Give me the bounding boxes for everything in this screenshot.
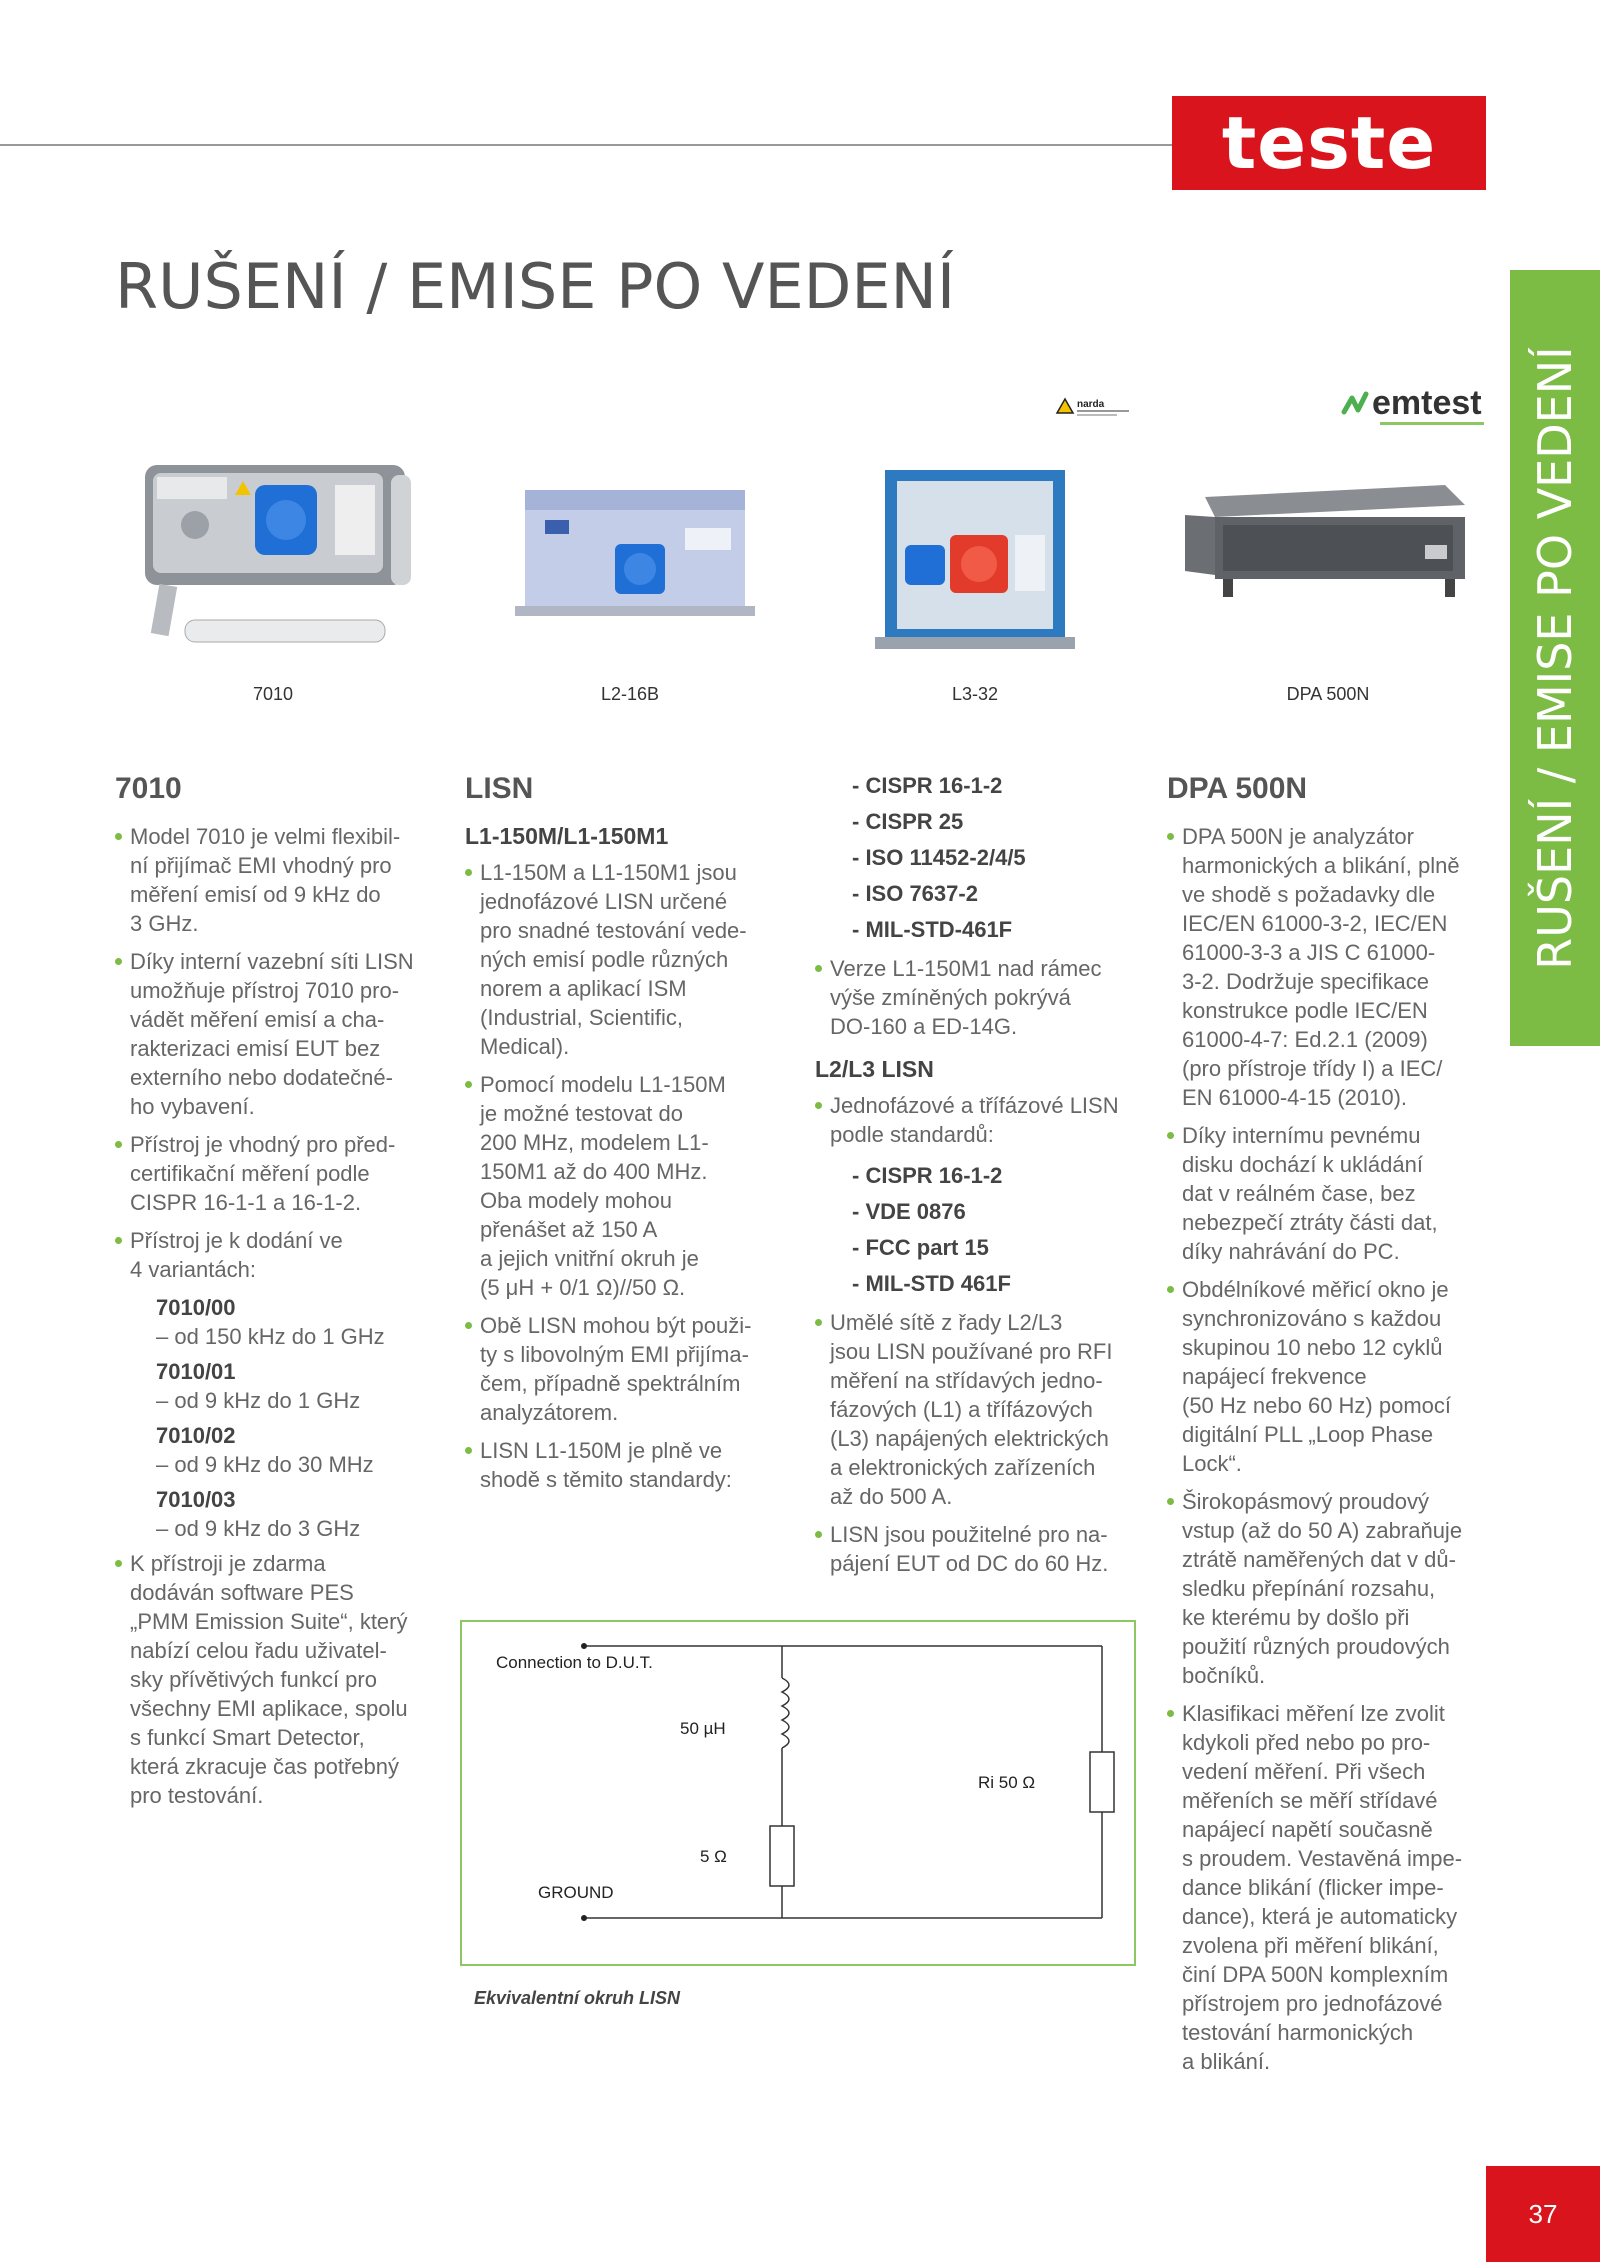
standard-item: - FCC part 15 <box>852 1235 989 1260</box>
page-title: RUŠENÍ / EMISE PO VEDENÍ <box>115 250 956 323</box>
narda-logo <box>1055 395 1135 419</box>
bullet: LISN L1-150M je plně ve shodě s těmito standardy: <box>465 1436 785 1494</box>
standard-item: - MIL-STD 461F <box>852 1271 1011 1296</box>
bullet: Přístroj je vhodný pro před- certifikační měření podle CISPR 16-1-1 a 16-1-2. <box>115 1130 435 1217</box>
bullet: Obdélníkové měřicí okno je synchronizováno s každou skupinou 10 nebo 12 cyklů napájecí frekvence (50 Hz nebo 60 Hz) pomocí digitální PLL „Loop Phase Lock“. <box>1167 1275 1497 1478</box>
product-image-l2-16b <box>505 480 765 635</box>
standard-item: - CISPR 25 <box>852 809 964 834</box>
variant-range: – od 150 kHz do 1 GHz <box>156 1324 385 1349</box>
side-tab <box>1510 270 1600 1046</box>
bullet: Jednofázové a třífázové LISN podle standardů: <box>815 1091 1145 1149</box>
section-badge: teste <box>1172 96 1486 190</box>
narda-logo-text: narda <box>1077 399 1105 410</box>
variant-name: 7010/02 <box>156 1423 236 1448</box>
standard-item: - MIL-STD-461F <box>852 917 1013 942</box>
standard-item: - ISO 11452-2/4/5 <box>852 845 1026 870</box>
header-rule <box>0 144 1172 146</box>
column-lisn <box>465 772 785 1503</box>
circuit-label-resistor: 5 Ω <box>700 1847 727 1866</box>
standard-item: - VDE 0876 <box>852 1199 966 1224</box>
variant-range: – od 9 kHz do 1 GHz <box>156 1388 361 1413</box>
circuit-label-connection: Connection to D.U.T. <box>496 1653 653 1672</box>
column-7010 <box>115 772 435 1819</box>
variant-range: – od 9 kHz do 30 MHz <box>156 1452 374 1477</box>
lisn-circuit-diagram <box>460 1620 1136 1966</box>
bullet: Verze L1-150M1 nad rámec výše zmíněných pokrývá DO-160 a ED-14G. <box>815 954 1145 1041</box>
page-number: 37 <box>1486 2166 1600 2262</box>
standards-list <box>815 1158 1145 1302</box>
variant-name: 7010/03 <box>156 1487 236 1512</box>
emtest-logo-text: emtest <box>1372 386 1482 422</box>
heading-dpa-500n: DPA 500N <box>1167 772 1308 805</box>
product-image-l3-32 <box>875 465 1085 660</box>
circuit-caption: Ekvivalentní okruh LISN <box>474 1988 681 2008</box>
heading-l2-l3-lisn: L2/L3 LISN <box>815 1056 934 1082</box>
variant-list <box>115 1293 435 1543</box>
bullet: Klasifikaci měření lze zvolit kdykoli před nebo po pro- vedení měření. Při všech měřeních se měří střídavé napájecí napětí současně s proudem. Vestavěná impe- dance blikání (flicker impe- dance), která je automaticky zvolena při měření blikání, činí DPA 500N komplexním přístrojem pro jednofázové testování harmonických a blikání. <box>1167 1699 1497 2076</box>
bullet: Širokopásmový proudový vstup (až do 50 A) zabraňuje ztrátě naměřených dat v dů- sledku přepínání rozsahu, ke kterému by došlo při použití různých proudových bočníků. <box>1167 1487 1497 1690</box>
bullet: Díky interní vazební síti LISN umožňuje přístroj 7010 pro- vádět měření emisí a cha- rakterizaci emisí EUT bez externího nebo dodatečné- ho vybavení. <box>115 947 435 1121</box>
standard-item: - CISPR 16-1-2 <box>852 1163 1003 1188</box>
bullet: Přístroj je k dodání ve 4 variantách: <box>115 1226 435 1284</box>
side-tab-label: RUŠENÍ / EMISE PO VEDENÍ <box>1528 346 1582 970</box>
column-lisn-continued <box>815 768 1145 1587</box>
bullet: DPA 500N je analyzátor harmonických a blikání, plně ve shodě s požadavky dle IEC/EN 61000-3-2, IEC/EN 61000-3-3 a JIS C 61000- 3-2. Dodržuje specifikace konstrukce podle IEC/EN 61000-4-7: Ed.2.1 (2009) (pro přístroje třídy I) a IEC/ EN 61000-4-15 (2010). <box>1167 822 1497 1112</box>
emtest-logo <box>1340 386 1490 434</box>
variant-range: – od 9 kHz do 3 GHz <box>156 1516 361 1541</box>
bullet: Obě LISN mohou být použi- ty s libovolným EMI přijíma- čem, případně spektrálním analyzátorem. <box>465 1311 785 1427</box>
product-caption: DPA 500N <box>1286 684 1370 704</box>
standard-item: - CISPR 16-1-2 <box>852 773 1003 798</box>
bullet: Pomocí modelu L1-150M je možné testovat do 200 MHz, modelem L1- 150M1 až do 400 MHz. Oba modely mohou přenášet až 150 A a jejich vnitřní okruh je (5 μH + 0/1 Ω)//50 Ω. <box>465 1070 785 1302</box>
variant-name: 7010/01 <box>156 1359 236 1384</box>
variant-name: 7010/00 <box>156 1295 236 1320</box>
bullet: LISN jsou použitelné pro na- pájení EUT od DC do 60 Hz. <box>815 1520 1145 1578</box>
circuit-label-inductor: 50 µH <box>680 1719 726 1738</box>
bullet: L1-150M a L1-150M1 jsou jednofázové LISN určené pro snadné testování vede- ných emisí podle různých norem a aplikací ISM (Industrial, Scientific, Medical). <box>465 858 785 1061</box>
bullet: K přístroji je zdarma dodáván software PES „PMM Emission Suite“, který nabízí celou řadu uživatel- sky přívětivých funkcí pro všechny EMI aplikace, spolu s funkcí Smart Detector, která zkracuje čas potřebný pro testování. <box>115 1549 435 1810</box>
product-caption: L3-32 <box>951 684 999 704</box>
product-image-7010 <box>135 455 425 660</box>
product-caption: 7010 <box>252 684 294 704</box>
heading-7010: 7010 <box>115 772 182 805</box>
subheading-l1-150m: L1-150M/L1-150M1 <box>465 823 669 849</box>
standards-list <box>815 768 1145 948</box>
circuit-label-ri: Ri 50 Ω <box>978 1773 1036 1792</box>
bullet: Umělé sítě z řady L2/L3 jsou LISN používané pro RFI měření na střídavých jedno- fázových (L1) a třífázových (L3) napájených elektrických a elektronických zařízeních až do 500 A. <box>815 1308 1145 1511</box>
standard-item: - ISO 7637-2 <box>852 881 978 906</box>
bullet: Model 7010 je velmi flexibil- ní přijímač EMI vhodný pro měření emisí od 9 kHz do 3 GHz. <box>115 822 435 938</box>
product-image-dpa-500n <box>1175 475 1475 610</box>
column-dpa-500n <box>1167 772 1497 2085</box>
heading-lisn: LISN <box>465 772 534 805</box>
product-caption: L2-16B <box>600 684 660 704</box>
bullet: Díky internímu pevnému disku dochází k ukládání dat v reálném čase, bez nebezpečí ztráty části dat, díky nahrávání do PC. <box>1167 1121 1497 1266</box>
circuit-label-ground: GROUND <box>538 1883 614 1902</box>
